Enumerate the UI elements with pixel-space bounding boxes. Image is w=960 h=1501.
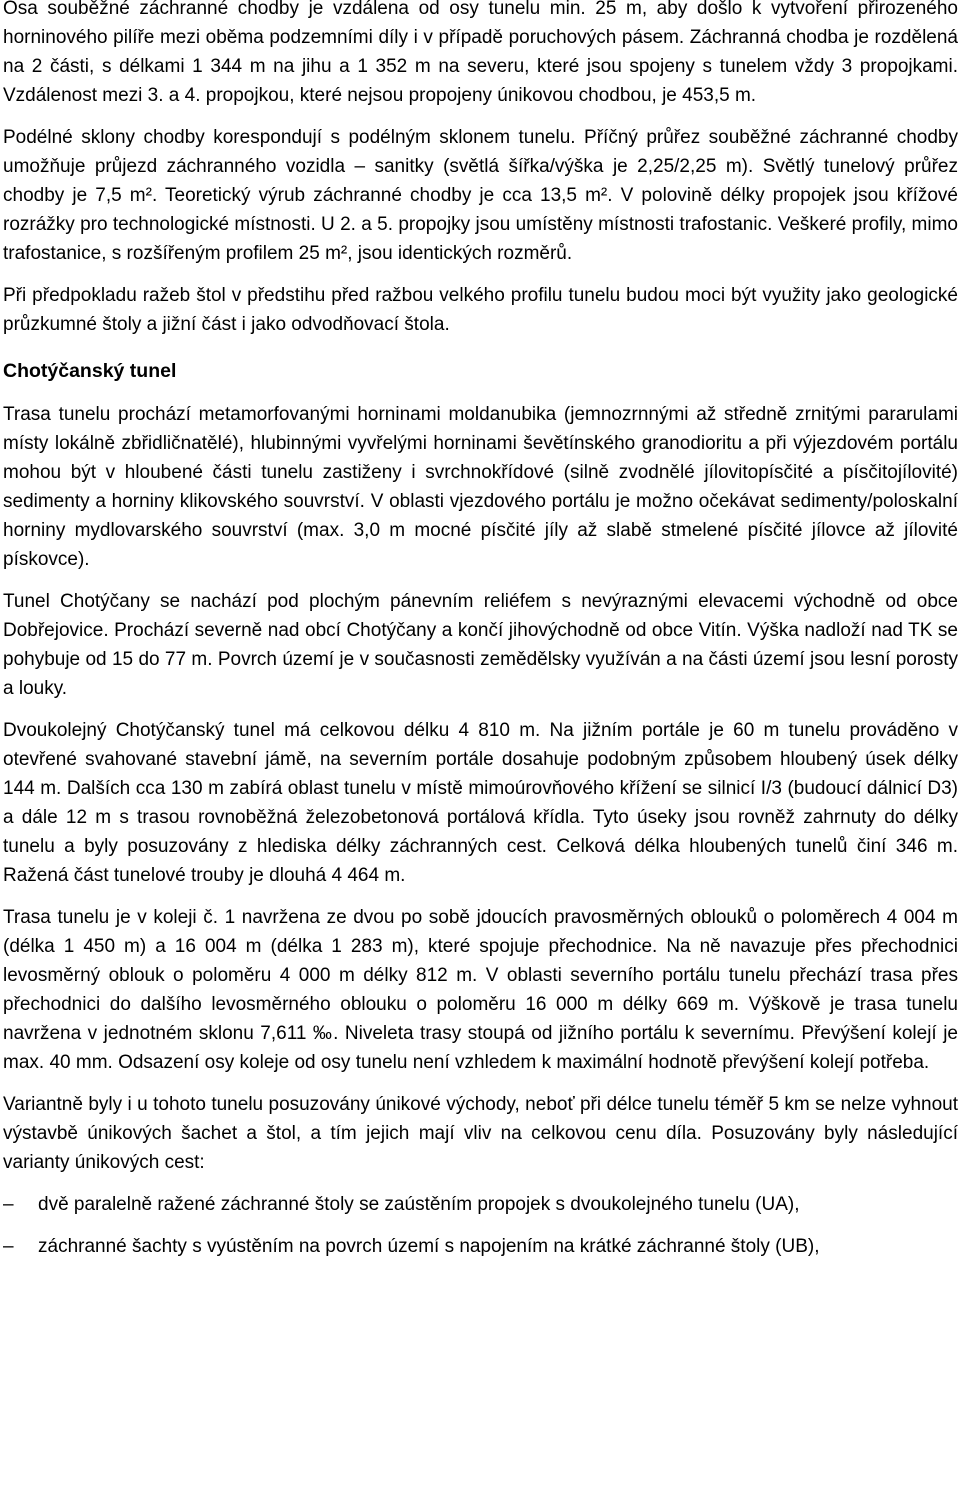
list-item-text: dvě paralelně ražené záchranné štoly se zaústěním propojek s dvoukolejného tunelu (UA), [38,1194,800,1215]
list-item [3,1190,958,1219]
paragraph-pilot-tunnels: Při předpokladu ražeb štol v předstihu před ražbou velkého profilu tunelu budou moci být využity jako geologické průzkumné štoly a jižní část i jako odvodňovací štola. [3,285,958,335]
list-item [3,1232,958,1261]
section-heading: Chotýčanský tunel [3,360,177,382]
bullet-dash: – [3,1236,14,1257]
bullet-dash: – [3,1194,14,1215]
paragraph-terrain: Tunel Chotýčany se nachází pod plochým pánevním reliéfem s nevýraznými elevacemi východně od obce Dobřejovice. Prochází severně nad obcí Chotýčany a končí jihovýchodně od obce Vitín. Výška nadloží nad TK se pohybuje od 15 do 77 m. Povrch území je v současnosti zemědělsky využíván a na části území jsou lesní porosty a louky. [3,591,958,699]
list-item-text: záchranné šachty s vyústěním na povrch území s napojením na krátké záchranné štoly (UB), [38,1236,820,1257]
paragraph-geology: Trasa tunelu prochází metamorfovanými horninami moldanubika (jemnozrnnými až středně zrnitými pararulami místy lokálně zbřidličnatělé), hlubinnými vyvřelými horninami ševětínského granodioritu a při výjezdovém portálu mohou být v hloubené části tunelu zastiženy i svrchnokřídové (silně zvodnělé jílovitopísčité a písčitojílovité) sedimenty a horniny klikovského souvrství. V oblasti vjezdového portálu je možno očekávat sedimenty/poloskalní horniny mydlovarského souvrství (max. 3,0 m mocné písčité jíly až slabě stmelené písčité jílovce až jílovité pískovce). [3,404,958,570]
paragraph-tunnel-length: Dvoukolejný Chotýčanský tunel má celkovou délku 4 810 m. Na jižním portále je 60 m tunelu prováděno v otevřené svahované stavební jámě, na severním portále dosahuje podobným způsobem hloubený úsek délky 144 m. Dalších cca 130 m zabírá oblast tunelu v místě mimoúrovňového křížení se silnicí I/3 (budoucí dálnicí D3) a dále 12 m s trasou rovnoběžná železobetonová portálová křídla. Tyto úseky jsou rovněž zahrnuty do délky tunelu a byly posuzovány z hlediska délky záchranných cest. Celková délka hloubených tunelů činí 346 m. Ražená část tunelové trouby je dlouhá 4 464 m. [3,720,958,886]
escape-variants-list [3,1190,958,1261]
paragraph-escape-corridor-position: Osa souběžné záchranné chodby je vzdálena od osy tunelu min. 25 m, aby došlo k vytvoření přirozeného horninového pilíře mezi oběma podzemními díly i v případě poruchových pásem. Záchranná chodba je rozdělená na 2 části, s délkami 1 344 m na jihu a 1 352 m na severu, které jsou spojeny s tunelem vždy 3 propojkami. Vzdálenost mezi 3. a 4. propojkou, které nejsou propojeny únikovou chodbou, je 453,5 m. [3,0,958,106]
paragraph-alignment: Trasa tunelu je v koleji č. 1 navržena ze dvou po sobě jdoucích pravosměrných oblouků o poloměrech 4 004 m (délka 1 450 m) a 16 004 m (délka 1 283 m), které spojuje přechodnice. Na ně navazuje přes přechodnici levosměrný oblouk o poloměru 4 000 m délky 812 m. V oblasti severního portálu tunelu přechází trasa přes přechodnici do dalšího levosměrného oblouku o poloměru 16 000 m délky 669 m. Výškově je trasa tunelu navržena v jednotném sklonu 7,611 ‰. Niveleta trasy stoupá od jižního portálu k severnímu. Převýšení kolejí je max. 40 mm. Odsazení osy koleje od osy tunelu není vzhledem k maximální hodnotě převýšení kolejí potřeba. [3,907,958,1073]
paragraph-escape-variants: Variantně byly i u tohoto tunelu posuzovány únikové východy, neboť při délce tunelu téměř 5 km se nelze vyhnout výstavbě únikových šachet a štol, a tím jejich mají vliv na celkovou cenu díla. Posuzovány byly následující varianty únikových cest: [3,1094,958,1173]
paragraph-escape-corridor-profile: Podélné sklony chodby korespondují s podélným sklonem tunelu. Příčný průřez souběžné záchranné chodby umožňuje průjezd záchranného vozidla – sanitky (světlá šířka/výška je 2,25/2,25 m). Světlý tunelový průřez chodby je 7,5 m². Teoretický výrub záchranné chodby je cca 13,5 m². V polovině délky propojek jsou křížové rozrážky pro technologické místnosti. U 2. a 5. propojky jsou umístěny místnosti trafostanic. Veškeré profily, mimo trafostanice, s rozšířeným profilem 25 m², jsou identických rozměrů. [3,127,958,264]
